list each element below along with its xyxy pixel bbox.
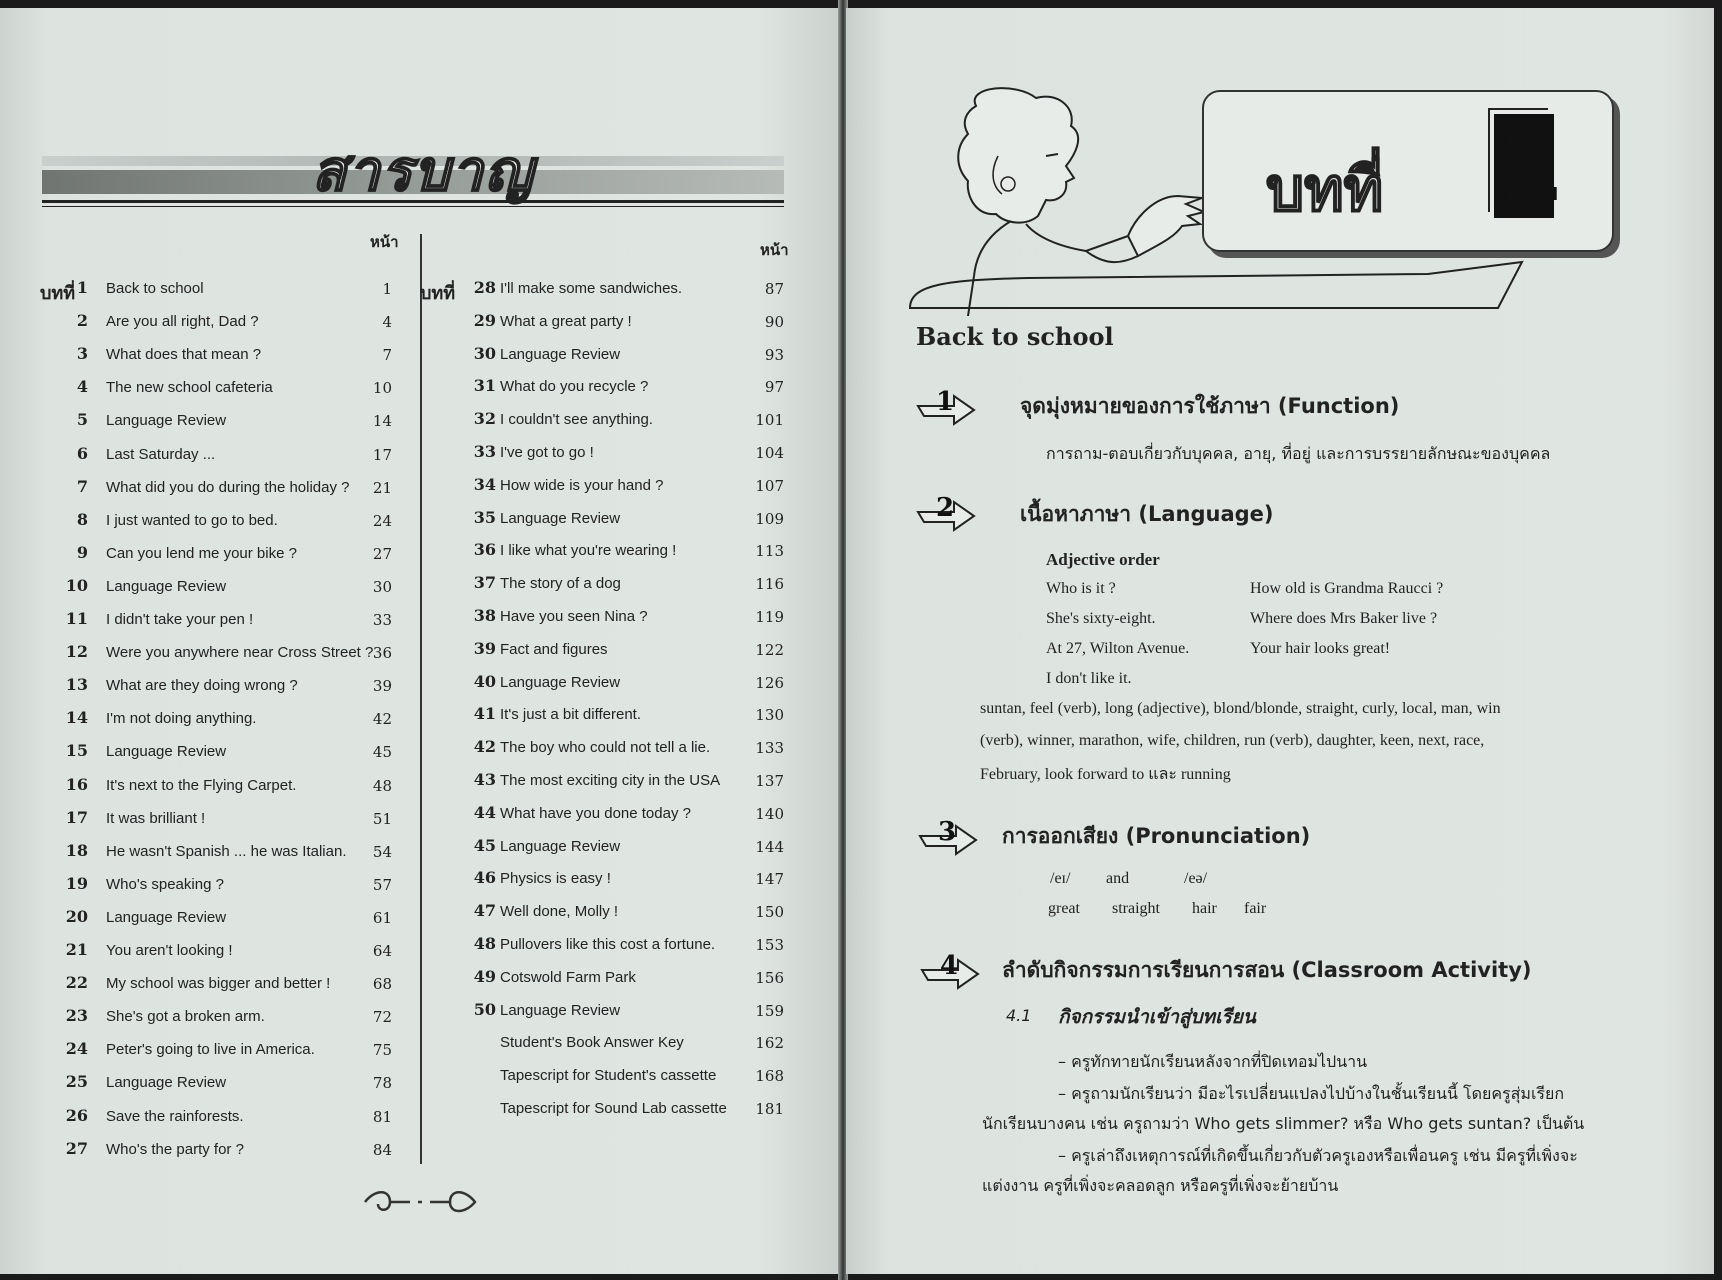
section-4-number: 4 xyxy=(940,951,959,981)
toc-entry xyxy=(40,377,420,407)
toc-chapter-title: I just wanted to go to bed. xyxy=(106,511,278,529)
toc-page-number: 119 xyxy=(755,608,784,626)
toc-entry xyxy=(420,311,800,341)
toc-chapter-number: 47 xyxy=(473,901,496,921)
toc-page-number: 162 xyxy=(755,1034,784,1053)
language-left-4: I don't like it. xyxy=(1046,670,1132,687)
toc-entry xyxy=(420,737,800,767)
toc-chapter-number: 26 xyxy=(65,1105,88,1125)
toc-chapter-title: Language Review xyxy=(500,673,621,691)
toc-page-number: 181 xyxy=(755,1100,784,1118)
toc-chapter-number: 5 xyxy=(76,410,88,430)
toc-chapter-title: Language Review xyxy=(500,509,621,527)
toc-entry xyxy=(40,410,420,440)
language-left-2: She's sixty-eight. xyxy=(1046,610,1156,627)
toc-entry xyxy=(420,573,800,603)
toc-page-number: 30 xyxy=(372,577,392,596)
toc-chapter-title: I like what you're wearing ! xyxy=(500,542,677,560)
toc-chapter-number: 43 xyxy=(473,770,496,789)
pron-symbol-1: /eɪ/ xyxy=(1050,870,1071,887)
toc-page-number: 7 xyxy=(382,346,392,365)
toc-page-number: 122 xyxy=(755,640,784,659)
toc-page-number: 84 xyxy=(372,1140,392,1159)
activity-line-1: – ครูทักทายนักเรียนหลังจากที่ปิดเทอมไปนาน xyxy=(1058,1052,1368,1071)
pron-word-2: straight xyxy=(1112,900,1160,917)
toc-entry xyxy=(420,639,800,669)
toc-chapter-title: It's just a bit different. xyxy=(500,706,641,724)
toc-chapter-number: 41 xyxy=(473,704,496,724)
toc-entry xyxy=(40,675,420,705)
toc-chapter-title: Language Review xyxy=(500,837,621,855)
toc-chapter-title: It's next to the Flying Carpet. xyxy=(106,776,297,794)
toc-entry xyxy=(420,836,800,866)
toc-chapter-title: The story of a dog xyxy=(500,575,621,593)
toc-page-number: 51 xyxy=(372,809,392,828)
toc-chapter-number: 49 xyxy=(473,966,496,986)
toc-page-number: 61 xyxy=(372,908,392,927)
section-3-arrow-icon xyxy=(918,816,978,856)
pron-word-4: fair xyxy=(1244,900,1267,917)
toc-entry xyxy=(420,540,800,570)
toc-entry xyxy=(420,1098,800,1128)
toc-page-number: 109 xyxy=(755,509,784,528)
vocab-line-1: suntan, feel (verb), long (adjective), blond/blonde, straight, curly, local, man, win xyxy=(980,700,1501,717)
toc-chapter-number: 11 xyxy=(65,609,88,628)
toc-page-number: 147 xyxy=(755,870,784,889)
toc-chapter-title: The most exciting city in the USA xyxy=(500,772,721,789)
toc-entry xyxy=(40,642,420,672)
toc-chapter-title: My school was bigger and better ! xyxy=(106,975,331,993)
toc-chapter-number: 32 xyxy=(473,409,496,429)
activity-line-3: นักเรียนบางคน เช่น ครูถามว่า Who gets slimmer? หรือ Who gets suntan? เป็นต้น xyxy=(982,1114,1585,1133)
toc-page-number: 45 xyxy=(372,743,392,762)
toc-page-number: 144 xyxy=(755,837,784,856)
toc-entry xyxy=(420,1000,800,1030)
toc-page-number: 42 xyxy=(372,710,392,729)
toc-chapter-title: Back to school xyxy=(106,280,204,297)
chapter-prefix: บทที่ xyxy=(40,283,76,304)
toc-chapter-number: 30 xyxy=(473,343,496,363)
toc-chapter-number: 42 xyxy=(473,737,496,757)
toc-chapter-title: What do you recycle ? xyxy=(500,378,649,396)
section-3-title: การออกเสียง (Pronunciation) xyxy=(1002,824,1311,848)
toc-chapter-title: Save the rainforests. xyxy=(106,1107,244,1125)
language-heading: Adjective order xyxy=(1046,550,1160,569)
toc-page-number: 72 xyxy=(372,1008,392,1027)
toc-chapter-number: 12 xyxy=(65,642,88,662)
toc-chapter-number: 2 xyxy=(76,311,88,331)
toc-entry xyxy=(40,874,420,904)
toc-entry xyxy=(40,841,420,871)
toc-entry xyxy=(40,311,420,341)
pron-symbol-2: /eə/ xyxy=(1184,870,1208,887)
activity-sub-number: 4.1 xyxy=(1006,1006,1032,1025)
toc-page-number: 107 xyxy=(755,476,784,495)
toc-entry xyxy=(40,543,420,573)
toc-entry xyxy=(420,442,800,472)
toc-entry xyxy=(40,940,420,970)
toc-chapter-title: What did you do during the holiday ? xyxy=(106,478,350,496)
toc-chapter-number: 27 xyxy=(65,1138,88,1158)
toc-page-number: 126 xyxy=(755,673,784,692)
pron-word-3: hair xyxy=(1192,900,1217,917)
toc-chapter-title: She's got a broken arm. xyxy=(106,1008,265,1026)
lesson-title: Back to school xyxy=(916,322,1114,351)
toc-page-number: 39 xyxy=(372,677,392,696)
toc-entry xyxy=(420,344,800,374)
vocab-line-2: (verb), winner, marathon, wife, children, run (verb), daughter, keen, next, race, xyxy=(980,732,1485,749)
toc-chapter-number: 21 xyxy=(65,940,88,959)
toc-chapter-number: 23 xyxy=(65,1006,88,1026)
toc-chapter-number: 22 xyxy=(65,973,88,993)
toc-chapter-title: I'm not doing anything. xyxy=(106,710,257,728)
toc-chapter-title: How wide is your hand ? xyxy=(500,476,664,494)
toc-chapter-title: Language Review xyxy=(106,1074,227,1092)
toc-chapter-number: 16 xyxy=(65,774,88,794)
toc-page-number: 33 xyxy=(372,611,392,629)
toc-page-number: 1 xyxy=(382,280,392,298)
toc-chapter-title: What a great party ! xyxy=(500,312,632,330)
toc-entry xyxy=(420,672,800,702)
toc-chapter-number: 34 xyxy=(473,474,496,494)
toc-page-number: 75 xyxy=(372,1041,392,1060)
toc-chapter-title: Pullovers like this cost a fortune. xyxy=(500,936,716,953)
toc-chapter-number: 20 xyxy=(65,906,88,926)
toc-page-number: 78 xyxy=(372,1074,392,1093)
chapter-number: 1 xyxy=(1494,107,1564,224)
toc-chapter-title: He wasn't Spanish ... he was Italian. xyxy=(106,842,347,860)
toc-page-number: 140 xyxy=(755,804,784,823)
activity-line-5: แต่งงาน ครูที่เพิ่งจะคลอดลูก หรือครูที่เพิ่งจะย้ายบ้าน xyxy=(982,1176,1339,1195)
language-right-3: Your hair looks great! xyxy=(1250,640,1391,657)
toc-entry xyxy=(40,477,420,507)
toc-entry xyxy=(40,609,420,639)
toc-chapter-title: Are you all right, Dad ? xyxy=(106,313,259,331)
toc-chapter-number: 10 xyxy=(65,575,88,595)
toc-page-number: 137 xyxy=(755,772,784,790)
toc-page-number: 101 xyxy=(755,411,784,430)
section-3-number: 3 xyxy=(938,817,957,847)
toc-chapter-title: I'll make some sandwiches. xyxy=(500,280,683,297)
section-1-arrow-icon xyxy=(916,386,976,426)
toc-page xyxy=(0,8,842,1274)
toc-entry xyxy=(40,1072,420,1102)
toc-chapter-title: It was brilliant ! xyxy=(106,809,206,827)
toc-chapter-title: Peter's going to live in America. xyxy=(106,1041,315,1059)
toc-entry xyxy=(40,775,420,805)
toc-entry xyxy=(40,1139,420,1169)
section-2-number: 2 xyxy=(936,493,955,523)
toc-chapter-number: 31 xyxy=(473,376,496,396)
toc-chapter-title: Can you lend me your bike ? xyxy=(106,544,297,562)
toc-entry xyxy=(420,475,800,505)
ornament xyxy=(360,1184,480,1227)
toc-chapter-title: Tapescript for Student's cassette xyxy=(500,1067,717,1085)
toc-chapter-title: Language Review xyxy=(106,577,227,595)
toc-entry xyxy=(40,1106,420,1136)
toc-chapter-number: 38 xyxy=(473,606,496,625)
toc-chapter-number: 36 xyxy=(473,540,496,560)
toc-chapter-title: What are they doing wrong ? xyxy=(106,677,298,695)
toc-chapter-title: Were you anywhere near Cross Street ? xyxy=(106,644,374,662)
toc-chapter-title: Language Review xyxy=(500,345,621,363)
toc-chapter-title: What have you done today ? xyxy=(500,804,691,822)
toc-page-number: 133 xyxy=(755,739,784,758)
chapter-word: บทที่ xyxy=(1266,155,1384,225)
toc-page-number: 81 xyxy=(372,1107,392,1126)
language-left-1: Who is it ? xyxy=(1046,580,1116,597)
toc-entry xyxy=(420,278,800,308)
toc-chapter-number: 46 xyxy=(473,868,496,888)
toc-entry xyxy=(40,510,420,540)
toc-page-number: 57 xyxy=(372,875,392,894)
toc-chapter-title: Language Review xyxy=(106,743,227,761)
toc-entry xyxy=(420,967,800,997)
toc-entry xyxy=(40,907,420,937)
toc-page-number: 4 xyxy=(382,313,392,332)
toc-chapter-title: Last Saturday ... xyxy=(106,445,216,463)
toc-page-number: 159 xyxy=(755,1001,784,1020)
toc-chapter-number: 17 xyxy=(65,807,88,827)
toc-entry xyxy=(420,803,800,833)
toc-chapter-title: Language Review xyxy=(500,1001,621,1019)
page-column-header-1: หน้า xyxy=(370,233,399,251)
toc-page-number: 24 xyxy=(372,511,392,530)
toc-chapter-number: 48 xyxy=(473,934,496,953)
toc-entry xyxy=(420,376,800,406)
toc-page-number: 153 xyxy=(755,936,784,954)
toc-entry xyxy=(40,576,420,606)
toc-chapter-title: The boy who could not tell a lie. xyxy=(500,739,711,757)
toc-page-number: 48 xyxy=(372,776,392,795)
toc-chapter-title: Language Review xyxy=(106,412,227,430)
toc-chapter-number: 33 xyxy=(473,442,496,461)
toc-chapter-number: 29 xyxy=(473,310,496,330)
toc-entry xyxy=(420,901,800,931)
toc-page-number: 68 xyxy=(372,975,392,994)
toc-page-number: 21 xyxy=(372,478,392,497)
toc-entry xyxy=(40,708,420,738)
toc-entry xyxy=(40,444,420,474)
toc-page-number: 14 xyxy=(372,412,392,431)
toc-entry xyxy=(40,1006,420,1036)
toc-page-number: 156 xyxy=(755,968,784,987)
toc-chapter-number: 24 xyxy=(65,1039,88,1059)
toc-chapter-title: I didn't take your pen ! xyxy=(106,611,254,628)
toc-page-number: 168 xyxy=(755,1067,784,1086)
language-left-3: At 27, Wilton Avenue. xyxy=(1046,640,1190,657)
toc-chapter-number: 40 xyxy=(473,671,496,691)
toc-page-number: 87 xyxy=(764,280,784,298)
toc-page-number: 150 xyxy=(755,903,784,922)
toc-entry xyxy=(420,934,800,964)
toc-entry xyxy=(420,1065,800,1095)
toc-chapter-title: Language Review xyxy=(106,908,227,926)
toc-chapter-title: Have you seen Nina ? xyxy=(500,608,648,625)
toc-chapter-number: 4 xyxy=(76,377,88,397)
page-column-header-2: หน้า xyxy=(760,241,789,259)
toc-entry xyxy=(40,973,420,1003)
toc-entry xyxy=(40,344,420,374)
section-2-arrow-icon xyxy=(916,492,976,532)
toc-chapter-number: 25 xyxy=(65,1072,88,1092)
toc-entry xyxy=(420,508,800,538)
toc-page-number: 90 xyxy=(764,312,784,331)
toc-page-number: 97 xyxy=(764,378,784,397)
section-4-title: ลำดับกิจกรรมการเรียนการสอน (Classroom Activity) xyxy=(1002,958,1532,982)
toc-chapter-number: 6 xyxy=(76,443,88,463)
toc-chapter-title: Who's the party for ? xyxy=(106,1140,244,1158)
chapter-prefix: บทที่ xyxy=(420,283,456,304)
toc-chapter-number: 39 xyxy=(473,638,496,658)
toc-entry xyxy=(420,704,800,734)
toc-page-number: 93 xyxy=(764,345,784,364)
language-right-1: How old is Grandma Raucci ? xyxy=(1250,580,1444,597)
toc-chapter-title: Tapescript for Sound Lab cassette xyxy=(500,1100,727,1117)
toc-chapter-number: 45 xyxy=(473,835,496,855)
toc-entry xyxy=(420,606,800,636)
vocab-line-3: February, look forward to และ running xyxy=(980,766,1231,783)
toc-page-number: 36 xyxy=(372,644,392,663)
toc-page-number: 104 xyxy=(755,444,784,462)
toc-page-number: 27 xyxy=(372,544,392,563)
toc-chapter-title: Well done, Molly ! xyxy=(500,903,619,921)
toc-chapter-number: 13 xyxy=(65,675,88,695)
toc-chapter-number: 50 xyxy=(473,999,496,1019)
toc-page-number: 54 xyxy=(372,842,392,861)
section-1-number: 1 xyxy=(936,387,955,417)
toc-chapter-title: Student's Book Answer Key xyxy=(500,1034,684,1052)
activity-sub-title: กิจกรรมนำเข้าสู่บทเรียน xyxy=(1058,1006,1256,1028)
teacher-illustration-icon xyxy=(906,86,1206,316)
toc-title: สารบาญ xyxy=(312,139,535,204)
section-4-arrow-icon xyxy=(920,950,980,990)
activity-line-4: – ครูเล่าถึงเหตุการณ์ที่เกิดขึ้นเกี่ยวกับตัวครูเองหรือเพื่อนครู เช่น มีครูที่เพิ่งจะ xyxy=(1058,1146,1578,1165)
toc-chapter-number: 1 xyxy=(76,278,88,297)
toc-entry xyxy=(40,1039,420,1069)
toc-entry xyxy=(40,278,420,308)
toc-entry xyxy=(420,868,800,898)
toc-chapter-number: 37 xyxy=(473,573,496,593)
toc-chapter-title: You aren't looking ! xyxy=(106,942,233,959)
toc-chapter-number: 9 xyxy=(76,542,88,562)
language-right-2: Where does Mrs Baker live ? xyxy=(1250,610,1438,627)
toc-page-number: 113 xyxy=(755,542,784,561)
toc-chapter-number: 18 xyxy=(65,840,88,860)
pron-word-1: great xyxy=(1048,900,1080,917)
toc-chapter-number: 44 xyxy=(473,802,496,822)
toc-page-number: 116 xyxy=(755,575,784,594)
toc-entry xyxy=(40,808,420,838)
toc-chapter-number: 3 xyxy=(76,344,88,364)
toc-chapter-title: I couldn't see anything. xyxy=(500,411,653,429)
toc-page-number: 64 xyxy=(372,942,392,960)
toc-chapter-number: 8 xyxy=(76,509,88,529)
chapter-box xyxy=(1202,90,1614,252)
toc-chapter-number: 14 xyxy=(65,708,88,728)
toc-page-number: 10 xyxy=(372,379,392,398)
chapter-page xyxy=(846,8,1714,1274)
toc-entry xyxy=(40,741,420,771)
toc-chapter-number: 7 xyxy=(76,476,88,496)
toc-chapter-number: 28 xyxy=(473,278,496,297)
toc-chapter-number: 15 xyxy=(65,741,88,761)
toc-chapter-title: What does that mean ? xyxy=(106,346,262,364)
function-text: การถาม-ตอบเกี่ยวกับบุคคล, อายุ, ที่อยู่ และการบรรยายลักษณะของบุคคล xyxy=(1046,444,1551,463)
toc-entry xyxy=(420,409,800,439)
toc-chapter-title: The new school cafeteria xyxy=(106,379,273,397)
toc-page-number: 17 xyxy=(372,445,392,464)
toc-chapter-number: 19 xyxy=(65,873,88,893)
toc-entry xyxy=(420,1032,800,1062)
toc-chapter-title: Cotswold Farm Park xyxy=(500,968,636,986)
pron-and: and xyxy=(1106,870,1130,887)
activity-line-2: – ครูถามนักเรียนว่า มีอะไรเปลี่ยนแปลงไปบ้างในชั้นเรียนนี้ โดยครูสุ่มเรียก xyxy=(1058,1084,1565,1103)
toc-page-number: 130 xyxy=(755,706,784,725)
toc-entry xyxy=(420,770,800,800)
toc-chapter-title: Physics is easy ! xyxy=(500,870,611,888)
toc-chapter-title: I've got to go ! xyxy=(500,444,594,461)
toc-chapter-title: Who's speaking ? xyxy=(106,875,224,893)
toc-chapter-number: 35 xyxy=(473,507,496,527)
toc-chapter-title: Fact and figures xyxy=(500,640,608,658)
section-2-title: เนื้อหาภาษา (Language) xyxy=(1020,502,1274,526)
section-1-title: จุดมุ่งหมายของการใช้ภาษา (Function) xyxy=(1020,394,1400,418)
